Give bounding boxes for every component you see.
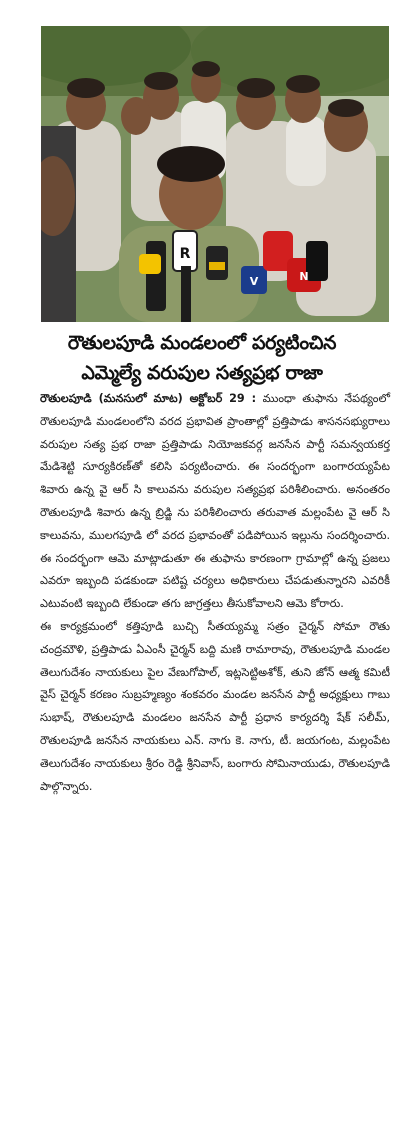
photo-illustration <box>41 26 389 322</box>
mic-label: R <box>179 246 191 262</box>
headline-line-2: ఎమ్మెల్యే వరుపుల సత్యప్రభ రాజా <box>81 362 323 384</box>
news-photo <box>41 26 389 322</box>
lead-paragraph <box>40 388 390 616</box>
dateline: రౌతులపూడి (మనసులో మాట) అక్టోబర్ 29 : <box>40 392 257 405</box>
headline <box>0 325 404 388</box>
headline-line-1: రౌతులపూడి మండలంలో పర్యటించిన <box>67 332 337 354</box>
article-body <box>40 388 390 798</box>
body-paragraph: ఈ కార్యక్రమంలో కత్తిపూడి బుచ్చి సీతయ్యమ్మ సత్రం చైర్మన్ సోమా రౌతు చంద్రమౌళి, ప్రత్తిపాడు ఏఎంసీ చైర్మన్ బద్ది మణి రామారావు, రౌతులపూడి మండల తెలుగుదేశం నాయకులు పైల వేణుగోపాల్, ఇట్లసెట్టిఅశోక్, తుని జోన్ ఆత్మ కమిటీ వైస్ చైర్మన్ కరణం సుబ్రహ్మణ్యం శంకవరం మండల జనసేన పార్టీ అధ్యక్షులు గాబు సుభాష్, రౌతులపూడి మండలం జనసేన పార్టీ ప్రధాన కార్యదర్శి షేక్ సలీమ్, రౌతులపూడి జనసేన నాయకులు ఎన్. నాగు కె. నాగు, టీ. జయగంట, మల్లంపేట తెలుగుదేశం నాయకులు శ్రీరం రెడ్డి శ్రీనివాస్, బంగారు సోమినాయుడు, రౌతులపూడి పాల్గొన్నారు. <box>40 619 390 793</box>
paragraph-text: ముంధా తుఫాను నేపథ్యంలో రౌతులపూడి మండలంలోని వరద ప్రభావిత ప్రాంతాల్లో ప్రత్తిపాడు శాసనసభ్యురాలు వరుపుల సత్య ప్రభ రాజా ప్రత్తిపాడు నియోజకవర్గ జనసేన పార్టీ సమన్వయకర్త మేడిశెట్టి సూర్యకిరణ్‌తో కలిసి పర్యటించారు. ఈ సందర్భంగా బంగారయ్యపేట శివారు ఉన్న వై ఆర్ సి కాలువను వరుపుల సత్యప్రభ పరిశీలించారు. అనంతరం రౌతులపూడి శివారు ఉన్న బ్రిడ్జి ను పరిశీలించారు తరువాత మల్లంపేట వై ఆర్ సి కాలువను, ములగపూడి లో వరద ప్రభావంతో పడిపోయిన ఇల్లును సందర్శించారు. ఈ సందర్భంగా ఆమె మాట్లాడుతూ ఈ తుఫాను కారణంగా గ్రామాల్లో ఉన్న ప్రజలు ఎవరూ ఇబ్బంది పడకుండా పటిష్ట చర్యలు అధికారులు చేపడుతున్నారని ఎవరికీ ఎటువంటి ఇబ్బంది లేకుండా తగు జాగ్రత్తలు తీసుకోవాలని ఆమె కోరారు. <box>40 392 390 611</box>
mic-label: N <box>299 270 309 283</box>
mic-label: V <box>249 275 259 288</box>
